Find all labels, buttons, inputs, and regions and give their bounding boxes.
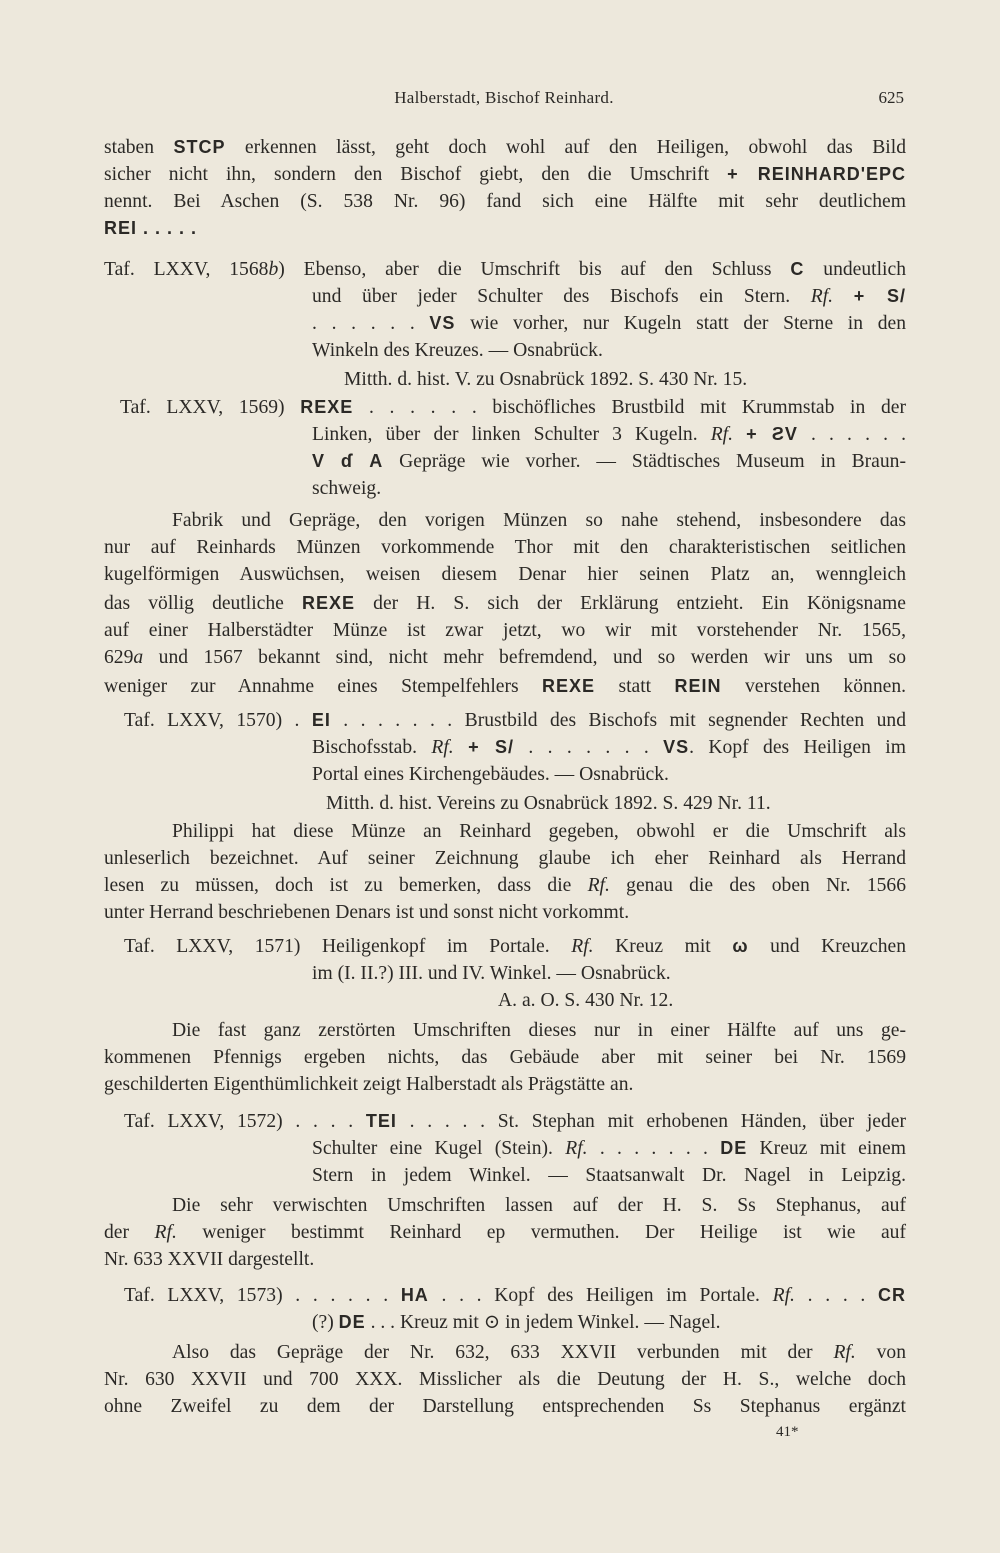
text-run: und 1567 bekannt sind, nicht mehr befremdend, und so werden wir uns um so xyxy=(143,647,906,668)
legend-inscription: + ƧV xyxy=(746,424,798,444)
text-run: Schulter eine Kugel (Stein). xyxy=(312,1138,566,1159)
text-line xyxy=(104,872,906,899)
text-run: Philippi hat diese Münze an Reinhard gegeben, obwohl er die Umschrift als xyxy=(172,821,906,842)
text-line xyxy=(312,310,906,337)
abbreviation-italic: Rf. xyxy=(431,737,454,758)
text-run: geschilderten Eigenthümlichkeit zeigt Halberstadt als Prägstätte an. xyxy=(104,1074,634,1095)
text-line xyxy=(124,933,906,960)
text-run xyxy=(833,286,854,307)
header-title: Halberstadt, Bischof Reinhard. xyxy=(394,88,614,107)
text-line xyxy=(104,134,906,161)
text-run: Die sehr verwischten Umschriften lassen auf der H. S. Ss Stephanus, auf xyxy=(172,1195,906,1216)
legend-inscription: + REINHARD'EPC xyxy=(727,164,906,184)
text-run: nur auf Reinhards Münzen vorkommende Thor mit den charakteristischen seitlichen xyxy=(104,537,906,558)
abbreviation-italic: Rf. xyxy=(565,1138,588,1159)
text-line xyxy=(104,590,906,617)
text-run: Taf. LXXV, 1568 xyxy=(104,259,269,280)
text-line xyxy=(104,1366,906,1393)
text-run: . Kopf des Heiligen im xyxy=(689,737,906,758)
text-line xyxy=(312,421,906,448)
text-run: Winkeln des Kreuzes. — Osnabrück. xyxy=(312,340,603,361)
text-run: . . . . . St. Stephan mit erhobenen Händen, über jeder xyxy=(396,1111,907,1132)
text-run: . . . . . . . xyxy=(514,737,664,758)
legend-inscription: V xyxy=(312,451,326,471)
text-run: 629 xyxy=(104,647,134,668)
text-line xyxy=(104,644,906,671)
text-run: Gepräge wie vorher. — Städtisches Museum in Braun- xyxy=(383,451,906,472)
legend-inscription: + S/ xyxy=(468,737,515,757)
text-run: . . . . . . . xyxy=(587,1138,721,1159)
abbreviation-italic: Rf. xyxy=(810,286,834,307)
text-line xyxy=(104,1219,906,1246)
text-line xyxy=(172,818,906,845)
legend-inscription: REXE xyxy=(542,676,596,696)
text-line xyxy=(104,1246,906,1273)
text-line xyxy=(312,734,906,761)
text-line xyxy=(172,1339,906,1366)
text-line xyxy=(104,617,906,644)
running-header xyxy=(104,88,904,114)
legend-inscription: VS xyxy=(663,737,690,757)
text-run xyxy=(325,451,341,472)
text-line xyxy=(312,960,906,987)
text-run: Kreuz mit xyxy=(593,936,733,957)
legend-inscription: STCP xyxy=(173,137,226,157)
text-run: unter Herrand beschriebenen Denars ist und sonst nicht vorkommt. xyxy=(104,902,630,923)
text-run: . . . . . . xyxy=(312,313,430,334)
legend-inscription: DE xyxy=(338,1312,366,1332)
text-run: Taf. LXXV, 1573) . . . . . . xyxy=(124,1285,401,1306)
text-run: im (I. II.?) III. und IV. Winkel. — Osnabrück. xyxy=(312,963,671,984)
text-run: Also das Gepräge der Nr. 632, 633 XXVII verbunden mit der xyxy=(172,1342,834,1363)
abbreviation-italic: Rf. xyxy=(833,1342,856,1363)
text-run: schweig. xyxy=(312,478,382,499)
text-line xyxy=(172,507,906,534)
text-line xyxy=(124,1282,906,1309)
text-line xyxy=(312,337,906,364)
legend-inscription: HA xyxy=(400,1285,429,1305)
text-run: verstehen können. xyxy=(721,676,907,697)
text-run: lesen zu müssen, doch ist zu bemerken, dass die xyxy=(104,875,588,896)
text-line xyxy=(312,475,906,502)
text-run: in jedem Winkel. — Nagel. xyxy=(500,1312,721,1333)
text-line xyxy=(312,366,906,393)
abbreviation-italic: a xyxy=(133,647,144,668)
text-run: der H. S. sich der Erklärung entzieht. Ein Königsname xyxy=(355,593,906,614)
text-run: wie vorher, nur Kugeln statt der Sterne in den xyxy=(455,313,907,334)
text-line xyxy=(104,899,906,926)
text-run: nennt. Bei Aschen (S. 538 Nr. 96) fand sich eine Hälfte mit sehr deutlichem xyxy=(104,191,906,212)
abbreviation-italic: Rf. xyxy=(710,424,734,445)
text-line xyxy=(104,561,906,588)
text-line xyxy=(312,761,906,788)
text-run: der xyxy=(104,1222,155,1243)
text-run: Nr. 630 XXVII und 700 XXX. Misslicher als die Deutung der H. S., welche doch xyxy=(104,1369,906,1390)
text-line xyxy=(104,161,906,188)
text-run: und über jeder Schulter des Bischofs ein Stern. xyxy=(312,286,811,307)
text-line xyxy=(312,448,906,475)
signature-mark: 41* xyxy=(776,1424,799,1440)
text-line xyxy=(104,673,906,700)
text-run: . . . . xyxy=(794,1285,878,1306)
text-run: von xyxy=(855,1342,906,1363)
text-line xyxy=(104,534,906,561)
text-line xyxy=(312,1135,906,1162)
text-run: Portal eines Kirchengebäudes. — Osnabrück. xyxy=(312,764,669,785)
text-run: ⊙ xyxy=(483,1312,501,1333)
page-number: 625 xyxy=(878,88,904,107)
legend-inscription: CR xyxy=(878,1285,906,1305)
text-line xyxy=(104,188,906,215)
text-run: kommenen Pfennigs ergeben nichts, das Gebäude aber mit seiner bei Nr. 1569 xyxy=(104,1047,906,1068)
legend-inscription: DE xyxy=(720,1138,748,1158)
text-run: Linken, über der linken Schulter 3 Kugeln. xyxy=(312,424,711,445)
legend-inscription: C xyxy=(790,259,805,279)
text-run: Bischofsstab. xyxy=(312,737,432,758)
text-line xyxy=(312,987,906,1014)
legend-inscription: REIN xyxy=(674,676,722,696)
text-run: erkennen lässt, geht doch wohl auf den Heiligen, obwohl das Bild xyxy=(225,137,906,158)
abbreviation-italic: Rf. xyxy=(587,875,610,896)
text-run: und Kreuzchen xyxy=(748,936,906,957)
abbreviation-italic: Rf. xyxy=(772,1285,795,1306)
text-line xyxy=(312,1309,906,1336)
text-line xyxy=(120,394,906,421)
text-run: Taf. LXXV, 1570) . xyxy=(124,710,312,731)
text-line xyxy=(172,1192,906,1219)
abbreviation-italic: Rf. xyxy=(154,1222,177,1243)
text-run: ) Ebenso, aber die Umschrift bis auf den Schluss xyxy=(278,259,791,280)
legend-inscription: TEI xyxy=(365,1111,397,1131)
text-line xyxy=(312,283,906,310)
text-run: Taf. LXXV, 1571) Heiligenkopf im Portale. xyxy=(124,936,572,957)
text-line xyxy=(172,1017,906,1044)
text-run: . . . Kreuz mit xyxy=(365,1312,484,1333)
text-run: staben xyxy=(104,137,174,158)
text-line xyxy=(104,256,906,283)
text-run xyxy=(733,424,746,445)
text-run: genau die des oben Nr. 1566 xyxy=(609,875,907,896)
text-line xyxy=(124,1108,906,1135)
abbreviation-italic: Rf. xyxy=(571,936,594,957)
text-run: Mitth. d. hist. V. zu Osnabrück 1892. S. 430 Nr. 15. xyxy=(344,369,748,390)
text-run: auf einer Halberstädter Münze ist zwar jetzt, wo wir mit vorstehender Nr. 1565, xyxy=(104,620,906,641)
text-line xyxy=(104,845,906,872)
text-run: . . . Kopf des Heiligen im Portale. xyxy=(428,1285,773,1306)
legend-inscription: ω xyxy=(732,936,749,956)
text-run: Kreuz mit einem xyxy=(747,1138,906,1159)
legend-inscription: REXE xyxy=(300,397,354,417)
legend-inscription: REI . . . . . xyxy=(104,218,198,238)
text-run: . . . . . . xyxy=(797,424,907,445)
text-line xyxy=(312,790,906,817)
abbreviation-italic: b xyxy=(268,259,279,280)
text-line xyxy=(104,1393,906,1420)
legend-inscription: + S/ xyxy=(853,286,906,306)
text-run: unleserlich bezeichnet. Auf seiner Zeichnung glaube ich eher Reinhard als Herrand xyxy=(104,848,906,869)
text-line xyxy=(104,1071,906,1098)
text-run: das völlig deutliche xyxy=(104,593,302,614)
text-run: Taf. LXXV, 1569) xyxy=(120,397,301,418)
legend-inscription: ɗ A xyxy=(340,451,384,471)
text-run: Fabrik und Gepräge, den vorigen Münzen so nahe stehend, insbesondere das xyxy=(172,510,906,531)
text-run: A. a. O. S. 430 Nr. 12. xyxy=(498,990,674,1011)
text-run: weniger bestimmt Reinhard ep vermuthen. Der Heilige ist wie auf xyxy=(176,1222,906,1243)
text-run: Mitth. d. hist. Vereins zu Osnabrück 1892. S. 429 Nr. 11. xyxy=(326,793,771,814)
text-run: Nr. 633 XXVII dargestellt. xyxy=(104,1249,315,1270)
text-line xyxy=(124,707,906,734)
text-run xyxy=(454,737,468,758)
text-run: Die fast ganz zerstörten Umschriften dieses nur in einer Hälfte auf uns ge- xyxy=(172,1020,906,1041)
text-run: statt xyxy=(595,676,675,697)
legend-inscription: REXE xyxy=(302,593,356,613)
text-line xyxy=(104,215,906,242)
text-run: (?) xyxy=(312,1312,339,1333)
text-run: Stern in jedem Winkel. — Staatsanwalt Dr. Nagel in Leipzig. xyxy=(312,1165,906,1186)
text-run: undeutlich xyxy=(804,259,906,280)
legend-inscription: VS xyxy=(429,313,456,333)
text-line xyxy=(312,1162,906,1189)
text-run: weniger zur Annahme eines Stempelfehlers xyxy=(104,676,543,697)
text-run: sicher nicht ihn, sondern den Bischof giebt, den die Umschrift xyxy=(104,164,728,185)
text-line xyxy=(104,1044,906,1071)
text-run: Taf. LXXV, 1572) . . . . xyxy=(124,1111,366,1132)
text-run: ohne Zweifel zu dem der Darstellung entsprechenden Ss Stephanus ergänzt xyxy=(104,1396,906,1417)
legend-inscription: EI xyxy=(311,710,331,730)
text-run: . . . . . . . Brustbild des Bischofs mit segnender Rechten und xyxy=(330,710,906,731)
text-run: . . . . . . bischöfliches Brustbild mit Krummstab in der xyxy=(353,397,906,418)
text-run: kugelförmigen Auswüchsen, weisen diesem Denar hier seinen Platz an, wenngleich xyxy=(104,564,906,585)
